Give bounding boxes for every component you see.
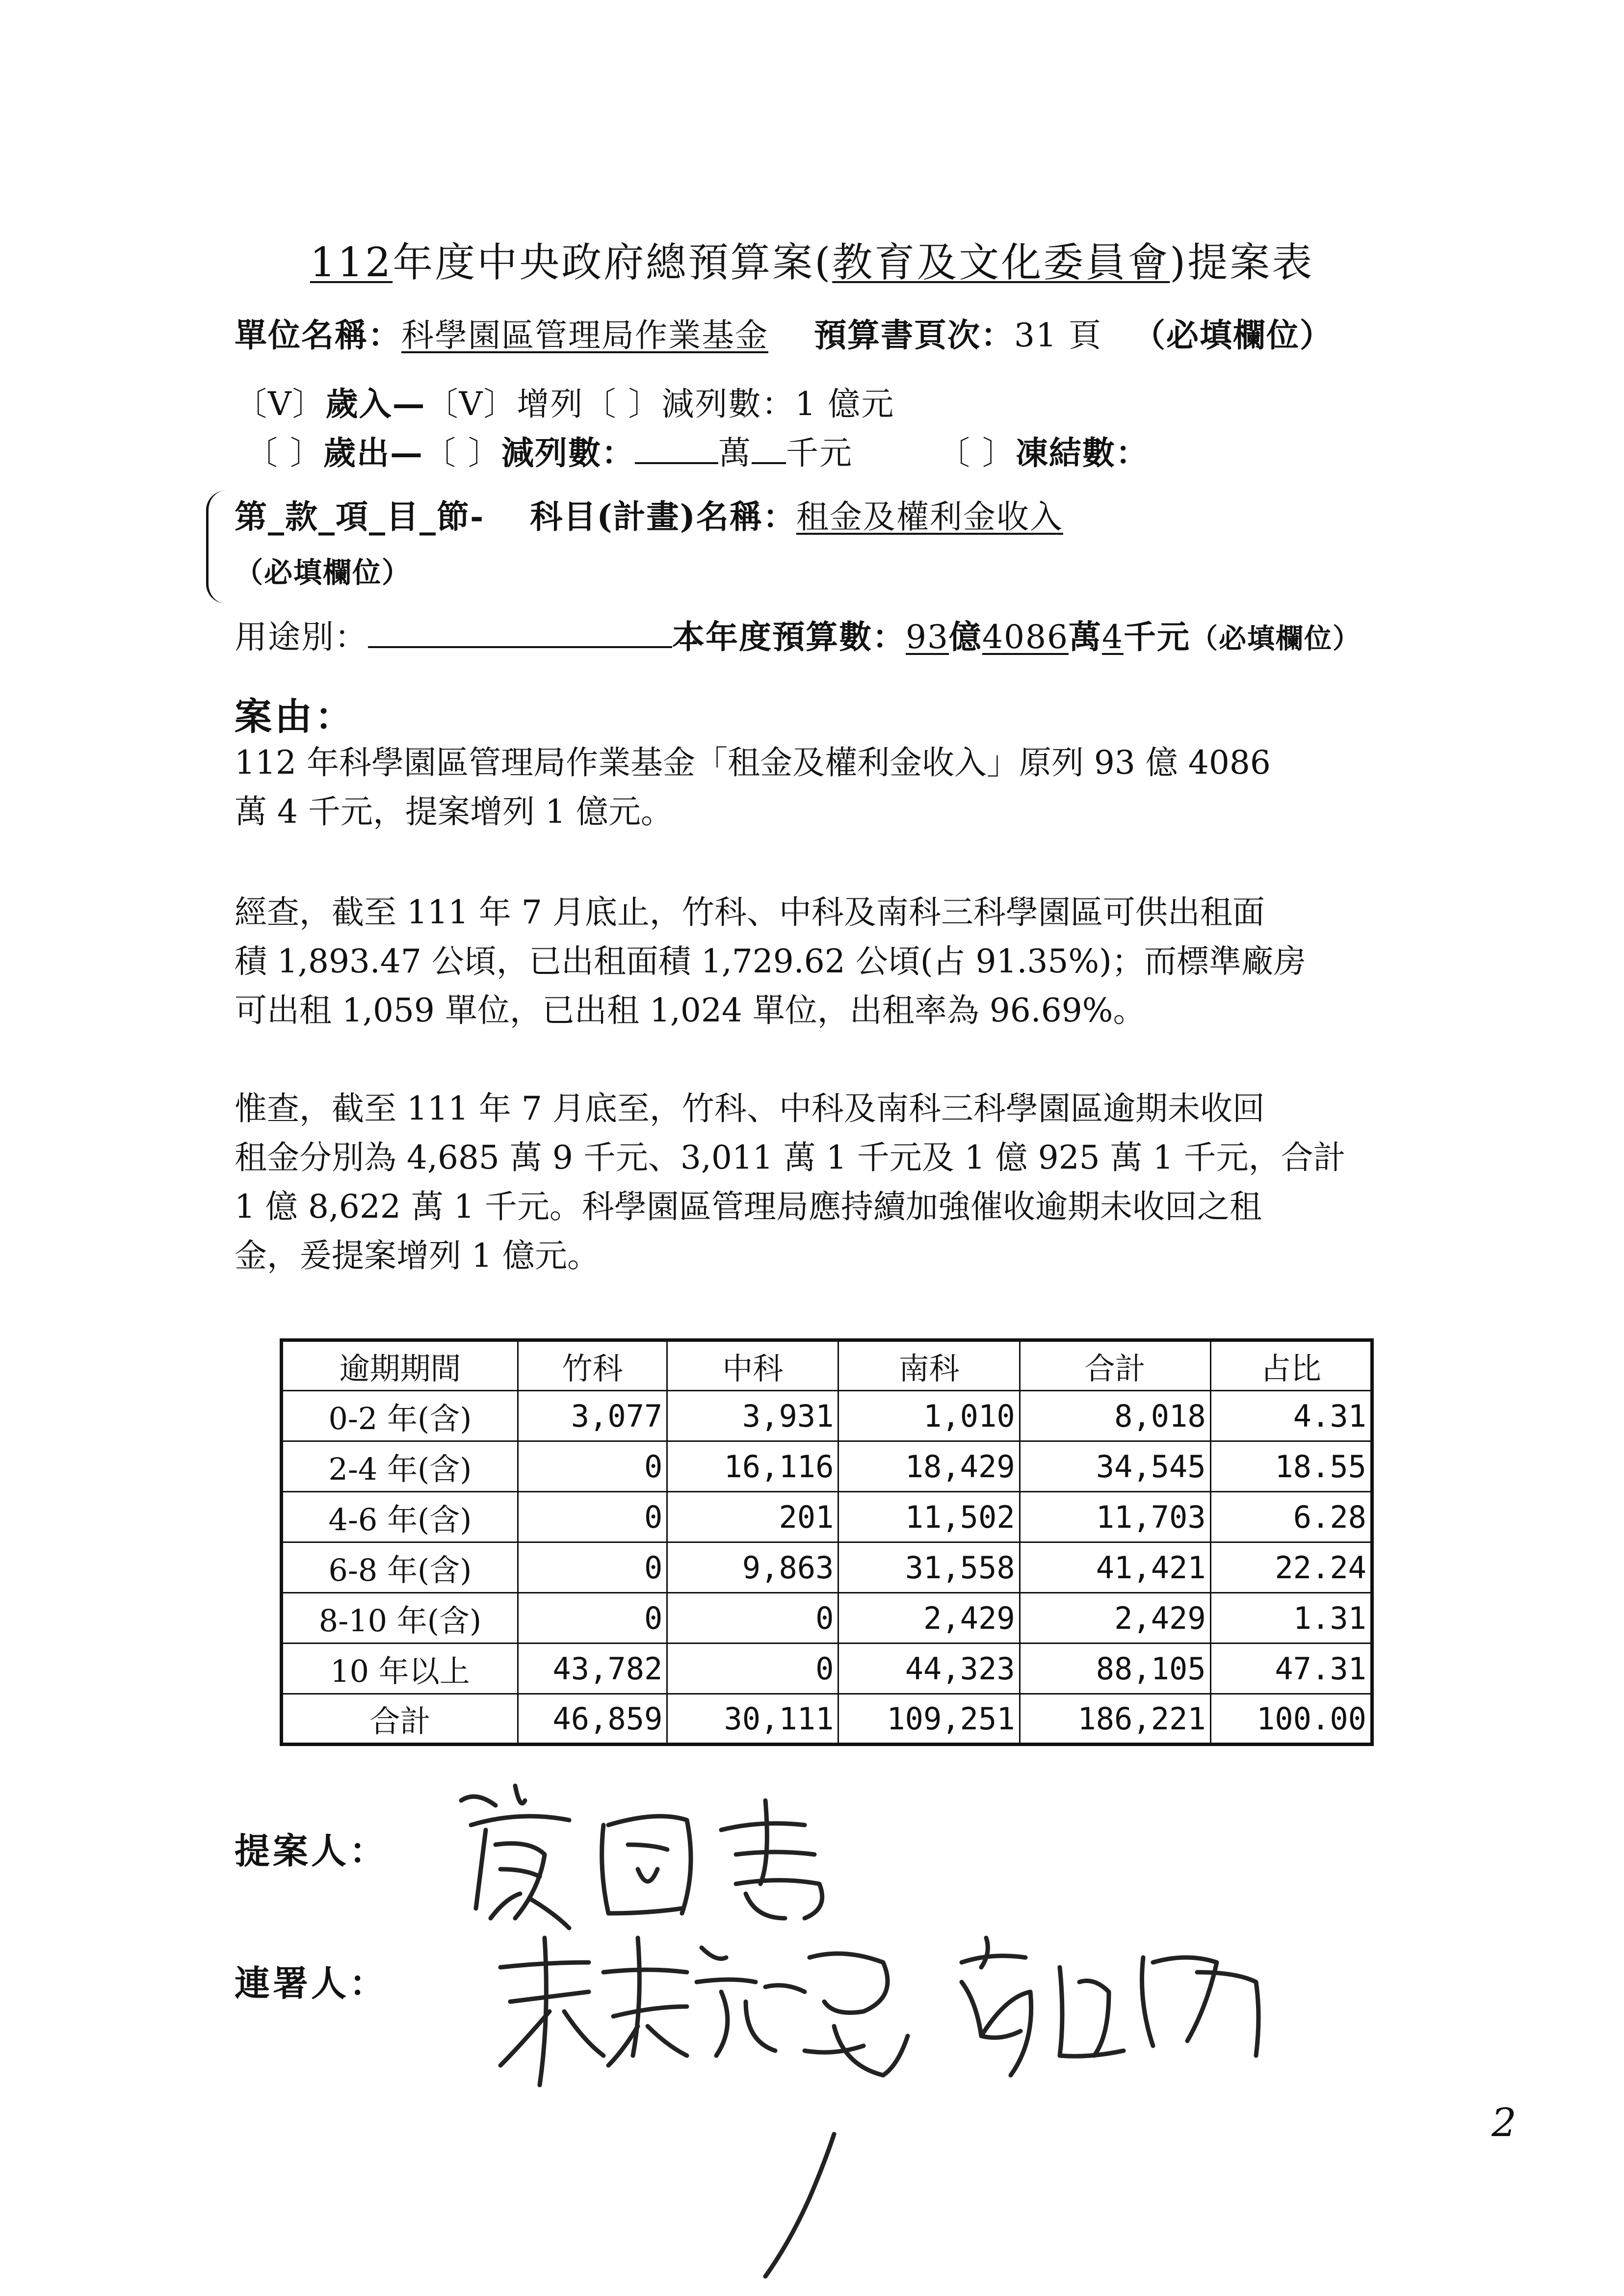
reason-line: 金，爰提案增列 1 億元。 — [235, 1237, 600, 1275]
reason-line: 惟查，截至 111 年 7 月底至，竹科、中科及南科三科學園區逾期未收回 — [235, 1090, 1265, 1127]
budget-wan-unit: 萬 — [1068, 618, 1102, 656]
table-header-cell: 中科 — [667, 1340, 838, 1391]
expense-checkbox: 〔 〕 — [245, 434, 323, 472]
table-header-cell: 逾期期間 — [282, 1340, 518, 1391]
value-cell: 186,221 — [1020, 1694, 1210, 1745]
cosigner-signatures — [491, 1928, 1300, 2100]
budget-qian-unit: 千元 — [1123, 618, 1190, 656]
value-cell: 18,429 — [838, 1441, 1020, 1492]
value-cell: 1,010 — [838, 1391, 1020, 1441]
table-header-cell: 南科 — [838, 1340, 1020, 1391]
budget-label: 本年度預算數： — [672, 618, 906, 656]
subject-line — [235, 491, 1063, 537]
value-cell: 43,782 — [518, 1644, 667, 1694]
value-cell: 30,111 — [667, 1694, 838, 1745]
reason-line: 萬 4 千元，提案增列 1 億元。 — [235, 793, 673, 831]
unit-label: 單位名稱： — [235, 316, 401, 354]
table-row — [282, 1644, 1372, 1694]
decrease-checkbox: 〔 〕 — [583, 385, 662, 423]
reason-paragraph-1 — [235, 738, 1451, 836]
subject-sections: 第_款_項_目_節- — [235, 497, 485, 536]
period-cell: 4-6 年(含) — [282, 1492, 518, 1542]
revenue-line — [235, 378, 894, 424]
period-cell: 8-10 年(含) — [282, 1593, 518, 1644]
overdue-rent-table — [280, 1338, 1374, 1746]
value-cell: 0 — [518, 1593, 667, 1644]
value-cell: 201 — [667, 1492, 838, 1542]
reason-line: 1 億 8,622 萬 1 千元。科學園區管理局應持續加強催收逾期未收回之租 — [235, 1188, 1262, 1226]
period-cell: 10 年以上 — [282, 1644, 518, 1694]
value-cell: 6.28 — [1210, 1492, 1372, 1542]
title-suffix: )提案表 — [1170, 239, 1314, 286]
expense-decrease-checkbox: 〔 〕 — [423, 434, 501, 472]
revenue-checkbox: 〔V〕 — [235, 385, 326, 423]
table-row — [282, 1542, 1372, 1593]
budget-line — [235, 611, 1361, 657]
value-cell: 34,545 — [1020, 1441, 1210, 1492]
wan-unit: 萬 — [718, 434, 752, 472]
budget-wan: 4086 — [982, 618, 1069, 656]
freeze-label: 凍結數： — [1015, 434, 1149, 472]
value-cell: 3,931 — [667, 1391, 838, 1441]
value-cell: 0 — [667, 1593, 838, 1644]
revenue-label: 歲入— — [325, 385, 426, 423]
page-ref-label: 預算書頁次： — [813, 316, 1014, 354]
reason-line: 112 年科學園區管理局作業基金「租金及權利金收入」原列 93 億 4086 — [235, 744, 1271, 782]
title-year: 112 — [310, 239, 393, 286]
value-cell: 1.31 — [1210, 1593, 1372, 1644]
budget-yi: 93 — [906, 618, 949, 656]
value-cell: 4.31 — [1210, 1391, 1372, 1441]
value-cell: 46,859 — [518, 1694, 667, 1745]
table-header-cell: 占比 — [1210, 1340, 1372, 1391]
value-cell: 88,105 — [1020, 1644, 1210, 1694]
reason-heading: 案由： — [235, 695, 355, 738]
value-cell: 44,323 — [838, 1644, 1020, 1694]
proposer-signature — [442, 1771, 864, 1933]
period-cell: 6-8 年(含) — [282, 1542, 518, 1593]
table-total-row — [282, 1694, 1372, 1745]
value-cell: 47.31 — [1210, 1644, 1372, 1694]
budget-qian: 4 — [1101, 618, 1124, 656]
qian-blank — [752, 435, 786, 464]
page-number: 2 — [1492, 2100, 1517, 2145]
reason-line: 積 1,893.47 公頃，已出租面積 1,729.62 公頃(占 91.35%)；而標準廠房 — [235, 942, 1306, 980]
subject-label: 科目(計畫)名稱： — [530, 497, 796, 536]
increase-label: 增列 — [517, 385, 584, 423]
decrease-label: 減列數： — [661, 385, 795, 423]
required-note: （必填欄位） — [1132, 316, 1333, 354]
page-title — [0, 231, 1624, 288]
period-cell: 2-4 年(含) — [282, 1441, 518, 1492]
value-cell: 18.55 — [1210, 1441, 1372, 1492]
table-row — [282, 1593, 1372, 1644]
unit-line — [235, 309, 1333, 356]
revenue-amount: 1 億元 — [795, 385, 895, 423]
value-cell: 0 — [667, 1644, 838, 1694]
budget-required: （必填欄位） — [1190, 623, 1361, 655]
table-row — [282, 1492, 1372, 1542]
value-cell: 16,116 — [667, 1441, 838, 1492]
period-cell: 合計 — [282, 1694, 518, 1745]
table-row — [282, 1391, 1372, 1441]
value-cell: 3,077 — [518, 1391, 667, 1441]
reason-line: 租金分別為 4,685 萬 9 千元、3,011 萬 1 千元及 1 億 925 萬 1 千元，合計 — [235, 1139, 1346, 1176]
table-header-cell: 竹科 — [518, 1340, 667, 1391]
table-row — [282, 1441, 1372, 1492]
budget-yi-unit: 億 — [948, 618, 982, 656]
value-cell: 31,558 — [838, 1542, 1020, 1593]
value-cell: 41,421 — [1020, 1542, 1210, 1593]
expense-label: 歲出— — [323, 434, 423, 472]
increase-checkbox: 〔V〕 — [425, 385, 517, 423]
cosigner-label: 連署人： — [235, 1962, 388, 2004]
value-cell: 8,018 — [1020, 1391, 1210, 1441]
value-cell: 2,429 — [838, 1593, 1020, 1644]
value-cell: 11,703 — [1020, 1492, 1210, 1542]
value-cell: 22.24 — [1210, 1542, 1372, 1593]
value-cell: 2,429 — [1020, 1593, 1210, 1644]
proposer-label: 提案人： — [235, 1830, 388, 1872]
reason-line: 經查，截至 111 年 7 月底止，竹科、中科及南科三科學園區可供出租面 — [235, 893, 1265, 931]
value-cell: 11,502 — [838, 1492, 1020, 1542]
value-cell: 0 — [518, 1542, 667, 1593]
reason-line: 可出租 1,059 單位，已出租 1,024 單位，出租率為 96.69%。 — [235, 991, 1146, 1029]
table-header-cell: 合計 — [1020, 1340, 1210, 1391]
pen-stroke-mark — [751, 2124, 859, 2286]
period-cell: 0-2 年(含) — [282, 1391, 518, 1441]
value-cell: 9,863 — [667, 1542, 838, 1593]
value-cell: 0 — [518, 1441, 667, 1492]
unit-name: 科學園區管理局作業基金 — [401, 316, 768, 354]
expense-decrease-label: 減列數： — [501, 434, 635, 472]
wan-blank — [635, 435, 718, 464]
value-cell: 100.00 — [1210, 1694, 1372, 1745]
page-ref-value: 31 頁 — [1014, 316, 1102, 354]
subject-bracket — [206, 491, 226, 603]
value-cell: 109,251 — [838, 1694, 1020, 1745]
qian-unit: 千元 — [786, 434, 853, 472]
value-cell: 0 — [518, 1492, 667, 1542]
expense-line — [245, 427, 1149, 473]
usage-label: 用途別： — [235, 618, 368, 656]
table-header-row — [282, 1340, 1372, 1391]
title-committee: 教育及文化委員會 — [832, 239, 1170, 286]
freeze-checkbox: 〔 〕 — [937, 434, 1016, 472]
reason-paragraph-3 — [235, 1084, 1451, 1280]
title-prefix: 年度中央政府總預算案( — [393, 239, 833, 286]
usage-blank — [368, 619, 672, 648]
subject-required: （必填欄位） — [235, 556, 412, 589]
subject-name: 租金及權利金收入 — [796, 498, 1063, 536]
reason-paragraph-2 — [235, 888, 1451, 1035]
